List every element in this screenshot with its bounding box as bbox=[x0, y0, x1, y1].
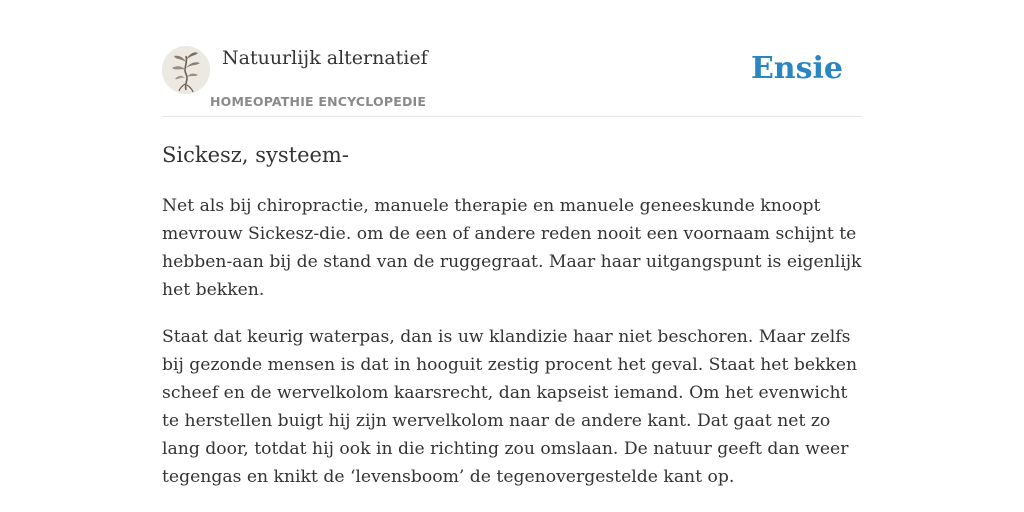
source-subtitle: HOMEOPATHIE ENCYCLOPEDIE bbox=[210, 94, 427, 109]
herb-plant-icon[interactable] bbox=[162, 46, 210, 94]
article-title: Sickesz, systeem- bbox=[162, 143, 349, 167]
source-title[interactable]: Natuurlijk alternatief bbox=[222, 47, 428, 69]
article-paragraph: Net als bij chiropractie, manuele therapie en manuele geneeskunde knoopt mevrouw Sickesz-die. om de een of andere reden nooit een voornaam schijnt te hebben-aan bij de stand van de ruggegraat. Maar haar uitgangspunt is eigenlijk het bekken. bbox=[162, 196, 862, 300]
source-header bbox=[162, 0, 862, 117]
article-paragraph: Staat dat keurig waterpas, dan is uw klandizie haar niet beschoren. Maar zelfs bij gezonde mensen is dat in hooguit zestig procent het geval. Staat het bekken scheef en de wervelkolom kaarsrecht, dan kapseist iemand. Om het evenwicht te herstellen buigt hij zijn wervelkolom naar de andere kant. Dat gaat net zo lang door, totdat hij ook in die richting zou omslaan. De natuur geeft dan weer tegengas en knikt de ‘levensboom’ de tegenovergestelde kant op. bbox=[162, 327, 858, 487]
brand-logo-link[interactable]: Ensie bbox=[750, 51, 843, 86]
article-page bbox=[162, 0, 862, 487]
